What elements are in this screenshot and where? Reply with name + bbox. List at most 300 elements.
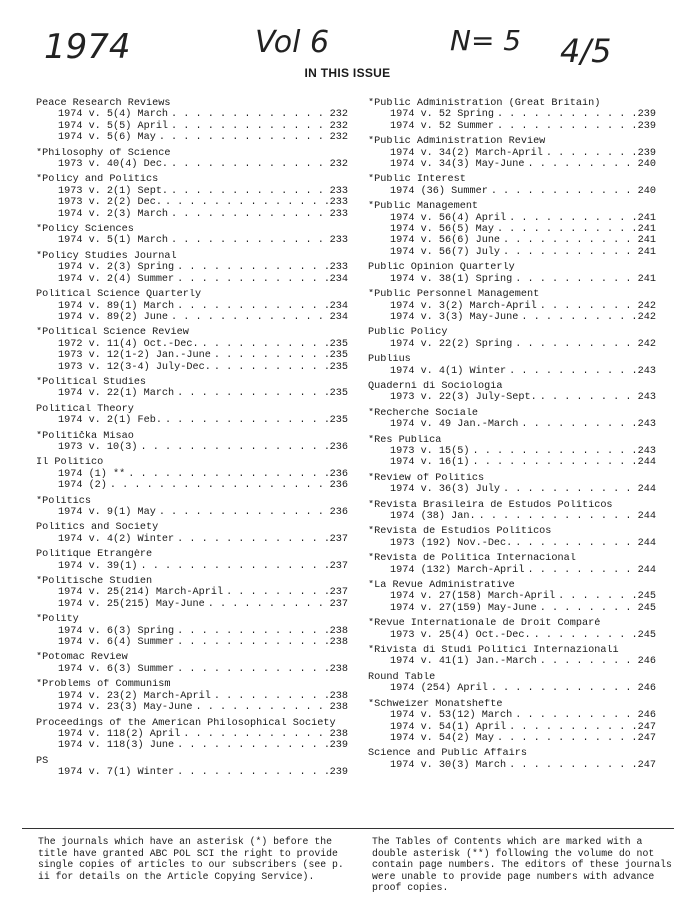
- journal-title: *Political Studies: [36, 376, 147, 388]
- dot-leader: [199, 339, 330, 350]
- issue-row: [368, 710, 656, 721]
- page-number: 247: [637, 732, 656, 744]
- dot-leader: [525, 159, 638, 170]
- journal-title: *Revista Brasileira de Estudos Políticos: [368, 499, 613, 511]
- issue-label: 1974 (38) Jan.: [390, 511, 476, 522]
- issue-row: [36, 626, 348, 637]
- issue-row: [36, 480, 348, 491]
- page-number: 244: [637, 537, 656, 549]
- dot-leader: [168, 121, 330, 132]
- issue-label: 1974 v. 3(3) May-June: [390, 311, 519, 323]
- issue-label: 1974 v. 2(4) Summer: [58, 273, 175, 285]
- issue-row: [36, 159, 348, 170]
- journal-title: *Recherche Sociale: [368, 407, 479, 419]
- issue-row: [36, 121, 348, 132]
- page-number: 242: [637, 311, 656, 323]
- issue-row: [368, 722, 656, 733]
- page-number: 237: [329, 598, 348, 610]
- journal-entry: [368, 354, 656, 377]
- issue-row: [36, 637, 348, 648]
- issue-row: [368, 603, 656, 614]
- dot-leader: [537, 656, 638, 667]
- journal-entry: [36, 327, 348, 373]
- page-number: 242: [637, 300, 656, 312]
- issue-label: 1974 v. 36(3) July: [390, 484, 501, 496]
- issue-row: [36, 442, 348, 453]
- handwritten-date: 4/5: [560, 32, 612, 70]
- journal-entry: [36, 148, 348, 171]
- page-number: 243: [637, 419, 656, 431]
- issue-row: [36, 339, 348, 350]
- page-number: 232: [329, 159, 348, 171]
- issue-row: [36, 702, 348, 713]
- issue-row: [36, 186, 348, 197]
- journal-entry: [368, 435, 656, 469]
- issue-row: [36, 534, 348, 545]
- journal-title: *Revue Internationale de Droit Comparé: [368, 618, 601, 630]
- page-number: 241: [637, 224, 656, 236]
- issue-label: 1973 v. 12(3-4) July-Dec.: [58, 361, 211, 373]
- page-number: 234: [329, 311, 348, 323]
- journal-entry: [36, 404, 348, 427]
- dot-leader: [512, 538, 637, 549]
- issue-row: [36, 691, 348, 702]
- issue-row: [368, 274, 656, 285]
- dot-leader: [168, 235, 330, 246]
- issue-label: 1974 v. 6(4) Summer: [58, 637, 175, 649]
- page-heading: IN THIS ISSUE: [304, 66, 391, 80]
- dot-leader: [168, 109, 330, 120]
- issue-row: [368, 301, 656, 312]
- page-number: 232: [329, 109, 348, 121]
- issue-row: [36, 312, 348, 323]
- dot-leader: [500, 247, 638, 258]
- journal-title: Public Opinion Quarterly: [368, 262, 515, 274]
- page-number: 238: [329, 663, 348, 675]
- journal-entry: [36, 614, 348, 648]
- journal-entry: [368, 201, 656, 258]
- page-number: 239: [637, 109, 656, 121]
- journal-entry: [36, 522, 348, 545]
- issue-row: [36, 362, 348, 373]
- page-number: 235: [329, 361, 348, 373]
- issue-label: 1974 v. 27(158) March-April: [390, 591, 556, 603]
- dot-leader: [494, 121, 638, 132]
- issue-row: [36, 274, 348, 285]
- issue-label: 1973 v. 2(2) Dec.: [58, 197, 162, 209]
- issue-row: [36, 767, 348, 778]
- journal-title: *Review of Politics: [368, 472, 485, 484]
- dot-leader: [174, 767, 329, 778]
- journal-title: *Public Administration (Great Britain): [368, 98, 601, 109]
- dot-leader: [476, 511, 638, 522]
- issue-label: 1973 v. 15(5): [390, 445, 470, 457]
- journal-entry: [36, 224, 348, 247]
- page-number: 233: [329, 208, 348, 220]
- dot-leader: [537, 603, 638, 614]
- page-number: 238: [329, 728, 348, 740]
- page-number: 235: [329, 388, 348, 400]
- page-number: 235: [329, 338, 348, 350]
- left-journal-column: [36, 98, 348, 783]
- issue-label: 1974 v. 54(1) April: [390, 721, 507, 733]
- issue-label: 1974 (254) April: [390, 683, 488, 695]
- dot-leader: [512, 710, 637, 721]
- issue-row: [368, 312, 656, 323]
- issue-row: [36, 197, 348, 208]
- issue-label: 1974 v. 2(3) March: [58, 208, 169, 220]
- journal-title: Round Table: [368, 671, 436, 683]
- issue-label: 1974 v. 6(3) Summer: [58, 663, 175, 675]
- page-number: 234: [329, 273, 348, 285]
- issue-row: [368, 392, 656, 403]
- issue-label: 1974 v. 34(3) May-June: [390, 159, 525, 171]
- journal-title: Quaderni di Sociologia: [368, 380, 503, 392]
- dot-leader: [211, 691, 330, 702]
- dot-leader: [211, 362, 330, 373]
- page-number: 234: [329, 300, 348, 312]
- issue-row: [368, 683, 656, 694]
- journal-title: PS: [36, 755, 49, 767]
- issue-row: [368, 591, 656, 602]
- issue-label: 1973 v. 12(1-2) Jan.-June: [58, 350, 211, 362]
- issue-row: [368, 446, 656, 457]
- issue-label: 1974 v. 5(5) April: [58, 120, 169, 132]
- page-number: 240: [637, 185, 656, 197]
- issue-label: 1974 (36) Summer: [390, 185, 488, 197]
- issue-label: 1974 v. 22(2) Spring: [390, 338, 513, 350]
- issue-label: 1974 v. 3(2) March-April: [390, 300, 537, 312]
- journal-title: *Politics: [36, 495, 92, 507]
- journal-title: *Rivista di Studi Politici Internazionali: [368, 645, 619, 657]
- page-number: 244: [637, 457, 656, 469]
- issue-row: [36, 507, 348, 518]
- page-number: 237: [329, 560, 348, 572]
- issue-label: 1974 v. 2(3) Spring: [58, 262, 175, 274]
- page-number: 238: [329, 690, 348, 702]
- journal-entry: [368, 289, 656, 323]
- page-number: 247: [637, 759, 656, 771]
- issue-label: 1974 (132) March-April: [390, 564, 525, 576]
- issue-label: 1974 v. 49 Jan.-March: [390, 419, 519, 431]
- journal-entry: [36, 576, 348, 610]
- dot-leader: [137, 442, 329, 453]
- issue-label: 1973 v. 2(1) Sept.: [58, 185, 169, 197]
- dot-leader: [174, 740, 329, 751]
- dot-leader: [512, 339, 637, 350]
- issue-label: 1973 v. 22(3) July-Sept.: [390, 392, 537, 404]
- journal-title: Political Theory: [36, 403, 134, 415]
- footer-note-asterisk: The journals which have an asterisk (*) before the title have granted ABC POL SCI the right to provide single copies of articles to our subscribers (see p. ii for details on the Article Copying Service).: [38, 836, 344, 882]
- issue-label: 1974 v. 6(3) Spring: [58, 625, 175, 637]
- issue-label: 1974 v. 41(1) Jan.-March: [390, 656, 537, 668]
- dot-leader: [156, 507, 330, 518]
- issue-label: 1973 (192) Nov.-Dec.: [390, 537, 513, 549]
- journal-title: *Policy Studies Journal: [36, 250, 177, 262]
- issue-row: [36, 587, 348, 598]
- issue-label: 1974 v. 56(5) May: [390, 224, 494, 236]
- issue-label: 1974 v. 52 Summer: [390, 120, 494, 132]
- page-number: 243: [637, 392, 656, 404]
- journal-entry: [36, 718, 348, 752]
- dot-leader: [506, 213, 637, 224]
- issue-row: [368, 109, 656, 120]
- issue-label: 1974 (1) **: [58, 468, 126, 480]
- journal-entry: [368, 174, 656, 197]
- issue-label: 1974 v. 25(215) May-June: [58, 598, 205, 610]
- issue-row: [368, 224, 656, 235]
- dot-leader: [162, 415, 330, 426]
- page-number: 243: [637, 445, 656, 457]
- dot-leader: [180, 729, 329, 740]
- issue-label: 1974 v. 30(3) March: [390, 759, 507, 771]
- issue-label: 1974 v. 38(1) Spring: [390, 273, 513, 285]
- issue-row: [36, 740, 348, 751]
- page-number: 245: [637, 629, 656, 641]
- dot-leader: [168, 312, 330, 323]
- dot-leader: [488, 186, 638, 197]
- journal-entry: [36, 251, 348, 285]
- issue-label: 1974 v. 5(6) May: [58, 132, 156, 144]
- journal-title: *Public Personnel Management: [368, 289, 540, 301]
- right-journal-column: [368, 98, 656, 775]
- page-number: 245: [637, 602, 656, 614]
- journal-title: *Public Management: [368, 201, 479, 213]
- page-number: 233: [329, 185, 348, 197]
- issue-row: [368, 511, 656, 522]
- dot-leader: [555, 591, 638, 602]
- journal-entry: [36, 756, 348, 779]
- dot-leader: [469, 457, 637, 468]
- journal-entry: [368, 327, 656, 350]
- dot-leader: [174, 664, 329, 675]
- issue-row: [36, 209, 348, 220]
- dot-leader: [168, 186, 330, 197]
- dot-leader: [506, 722, 637, 733]
- issue-label: 1974 v. 34(2) March-April: [390, 147, 543, 159]
- issue-row: [368, 186, 656, 197]
- journal-title: Political Science Quarterly: [36, 289, 202, 301]
- page-number: 237: [329, 587, 348, 599]
- journal-entry: [368, 381, 656, 404]
- issue-label: 1974 v. 54(2) May: [390, 732, 494, 744]
- issue-row: [368, 419, 656, 430]
- journal-title: *Political Science Review: [36, 327, 189, 339]
- page-number: 233: [329, 235, 348, 247]
- dot-leader: [162, 197, 330, 208]
- issue-row: [368, 457, 656, 468]
- issue-label: 1974 v. 118(2) April: [58, 728, 181, 740]
- dot-leader: [500, 484, 638, 495]
- page-number: 236: [329, 507, 348, 518]
- issue-label: 1974 v. 53(12) March: [390, 710, 513, 722]
- page-number: 245: [637, 591, 656, 603]
- issue-label: 1974 (2): [58, 480, 107, 492]
- dot-leader: [537, 301, 638, 312]
- dot-leader: [223, 587, 330, 598]
- issue-label: 1974 v. 25(214) March-April: [58, 587, 224, 599]
- dot-leader: [174, 274, 329, 285]
- issue-row: [36, 388, 348, 399]
- issue-row: [368, 484, 656, 495]
- page-number: 236: [329, 480, 348, 492]
- dot-leader: [125, 469, 329, 480]
- journal-entry: [36, 431, 348, 454]
- journal-title: *La Revue Administrative: [368, 580, 515, 592]
- issue-label: 1974 v. 5(1) March: [58, 235, 169, 247]
- dot-leader: [494, 733, 638, 744]
- issue-label: 1974 v. 89(1) March: [58, 300, 175, 312]
- dot-leader: [494, 109, 638, 120]
- page-number: 246: [637, 656, 656, 668]
- issue-row: [368, 565, 656, 576]
- issue-row: [36, 301, 348, 312]
- dot-leader: [107, 480, 330, 491]
- journal-title: *Policy Sciences: [36, 224, 134, 236]
- dot-leader: [168, 209, 330, 220]
- issue-label: 1974 v. 52 Spring: [390, 109, 494, 121]
- journal-entry: [368, 748, 656, 771]
- issue-row: [368, 213, 656, 224]
- issue-label: 1974 v. 56(6) June: [390, 235, 501, 247]
- issue-label: 1974 v. 4(2) Winter: [58, 533, 175, 545]
- issue-row: [368, 760, 656, 771]
- issue-label: 1973 v. 10(3): [58, 441, 138, 453]
- issue-row: [368, 121, 656, 132]
- handwritten-volume: Vol 6: [255, 25, 330, 60]
- dot-leader: [543, 148, 638, 159]
- journal-entry: [368, 262, 656, 285]
- journal-title: *Politička Misao: [36, 430, 134, 442]
- journal-entry: [368, 526, 656, 549]
- journal-entry: [36, 377, 348, 400]
- issue-row: [36, 132, 348, 143]
- journal-title: Publius: [368, 354, 411, 366]
- journal-entry: [36, 549, 348, 572]
- page-number: 233: [329, 197, 348, 209]
- journal-title: *Public Administration Review: [368, 136, 546, 148]
- issue-label: 1973 v. 25(4) Oct.-Dec.: [390, 629, 531, 641]
- dot-leader: [211, 350, 330, 361]
- dot-leader: [469, 446, 637, 457]
- page-number: 238: [329, 702, 348, 714]
- journal-title: Politique Etrangère: [36, 549, 153, 561]
- dot-leader: [537, 392, 638, 403]
- issue-row: [368, 339, 656, 350]
- issue-row: [368, 159, 656, 170]
- issue-row: [36, 664, 348, 675]
- page-number: 244: [637, 564, 656, 576]
- issue-row: [36, 350, 348, 361]
- page-number: 235: [329, 415, 348, 427]
- issue-label: 1973 v. 40(4) Dec.: [58, 159, 169, 171]
- journal-entry: [36, 174, 348, 220]
- page-number: 239: [329, 740, 348, 752]
- page-number: 246: [637, 683, 656, 695]
- page-number: 233: [329, 262, 348, 274]
- issue-row: [368, 235, 656, 246]
- issue-row: [368, 656, 656, 667]
- dot-leader: [174, 534, 329, 545]
- footer-note-double-asterisk: The Tables of Contents which are marked with a double asterisk (**) following the volume do not contain page numbers. The editors of these journals were unable to provide page numbers with advance proof copies.: [372, 836, 672, 894]
- dot-leader: [174, 301, 329, 312]
- journal-entry: [36, 496, 348, 519]
- issue-label: 1974 v. 89(2) June: [58, 311, 169, 323]
- issue-row: [368, 733, 656, 744]
- journal-entry: [36, 98, 348, 144]
- page-number: 238: [329, 625, 348, 637]
- journal-title: *Policy and Politics: [36, 174, 159, 186]
- page-number: 241: [637, 273, 656, 285]
- journal-title: *Schweizer Monatshefte: [368, 698, 503, 710]
- dot-leader: [488, 683, 638, 694]
- dot-leader: [137, 561, 329, 572]
- handwritten-year: 1974: [44, 27, 131, 67]
- journal-title: Public Policy: [368, 327, 448, 339]
- footer-divider: [22, 828, 674, 829]
- page-number: 237: [329, 533, 348, 545]
- page-number: 241: [637, 246, 656, 258]
- issue-row: [368, 366, 656, 377]
- issue-label: 1974 v. 22(1) March: [58, 388, 175, 400]
- page-number: 240: [637, 159, 656, 171]
- journal-title: *Public Interest: [368, 174, 466, 186]
- issue-label: 1974 v. 39(1): [58, 560, 138, 572]
- issue-row: [36, 729, 348, 740]
- journal-title: *Philosophy of Science: [36, 147, 171, 159]
- journal-entry: [36, 289, 348, 323]
- issue-row: [36, 262, 348, 273]
- journal-title: *Potomac Review: [36, 652, 128, 664]
- dot-leader: [193, 702, 330, 713]
- issue-row: [368, 247, 656, 258]
- page-number: 235: [329, 350, 348, 362]
- journal-entry: [36, 652, 348, 675]
- journal-entry: [368, 553, 656, 576]
- journal-entry: [368, 580, 656, 614]
- journal-title: Science and Public Affairs: [368, 748, 527, 760]
- issue-label: 1974 v. 56(4) April: [390, 212, 507, 224]
- journal-entry: [368, 408, 656, 431]
- journal-title: *Politische Studien: [36, 576, 153, 588]
- journal-entry: [368, 699, 656, 745]
- dot-leader: [174, 262, 329, 273]
- journal-title: Politics and Society: [36, 522, 159, 534]
- dot-leader: [205, 599, 330, 610]
- page-number: 238: [329, 637, 348, 649]
- journal-title: Peace Research Reviews: [36, 98, 171, 109]
- issue-row: [36, 469, 348, 480]
- issue-label: 1974 v. 56(7) July: [390, 246, 501, 258]
- issue-row: [368, 538, 656, 549]
- issue-label: 1974 v. 4(1) Winter: [390, 365, 507, 377]
- dot-leader: [500, 235, 638, 246]
- journal-entry: [368, 98, 656, 132]
- dot-leader: [168, 159, 330, 170]
- issue-label: 1974 v. 118(3) June: [58, 740, 175, 752]
- page-number: 242: [637, 338, 656, 350]
- journal-entry: [368, 136, 656, 170]
- journal-title: Proceedings of the American Philosophical Society: [36, 717, 336, 729]
- page-number: 246: [637, 710, 656, 722]
- issue-row: [36, 415, 348, 426]
- page-number: 241: [637, 235, 656, 247]
- page-number: 243: [637, 365, 656, 377]
- journal-title: *Problems of Communism: [36, 679, 171, 691]
- page-number: 232: [329, 120, 348, 132]
- dot-leader: [531, 630, 638, 641]
- dot-leader: [506, 366, 637, 377]
